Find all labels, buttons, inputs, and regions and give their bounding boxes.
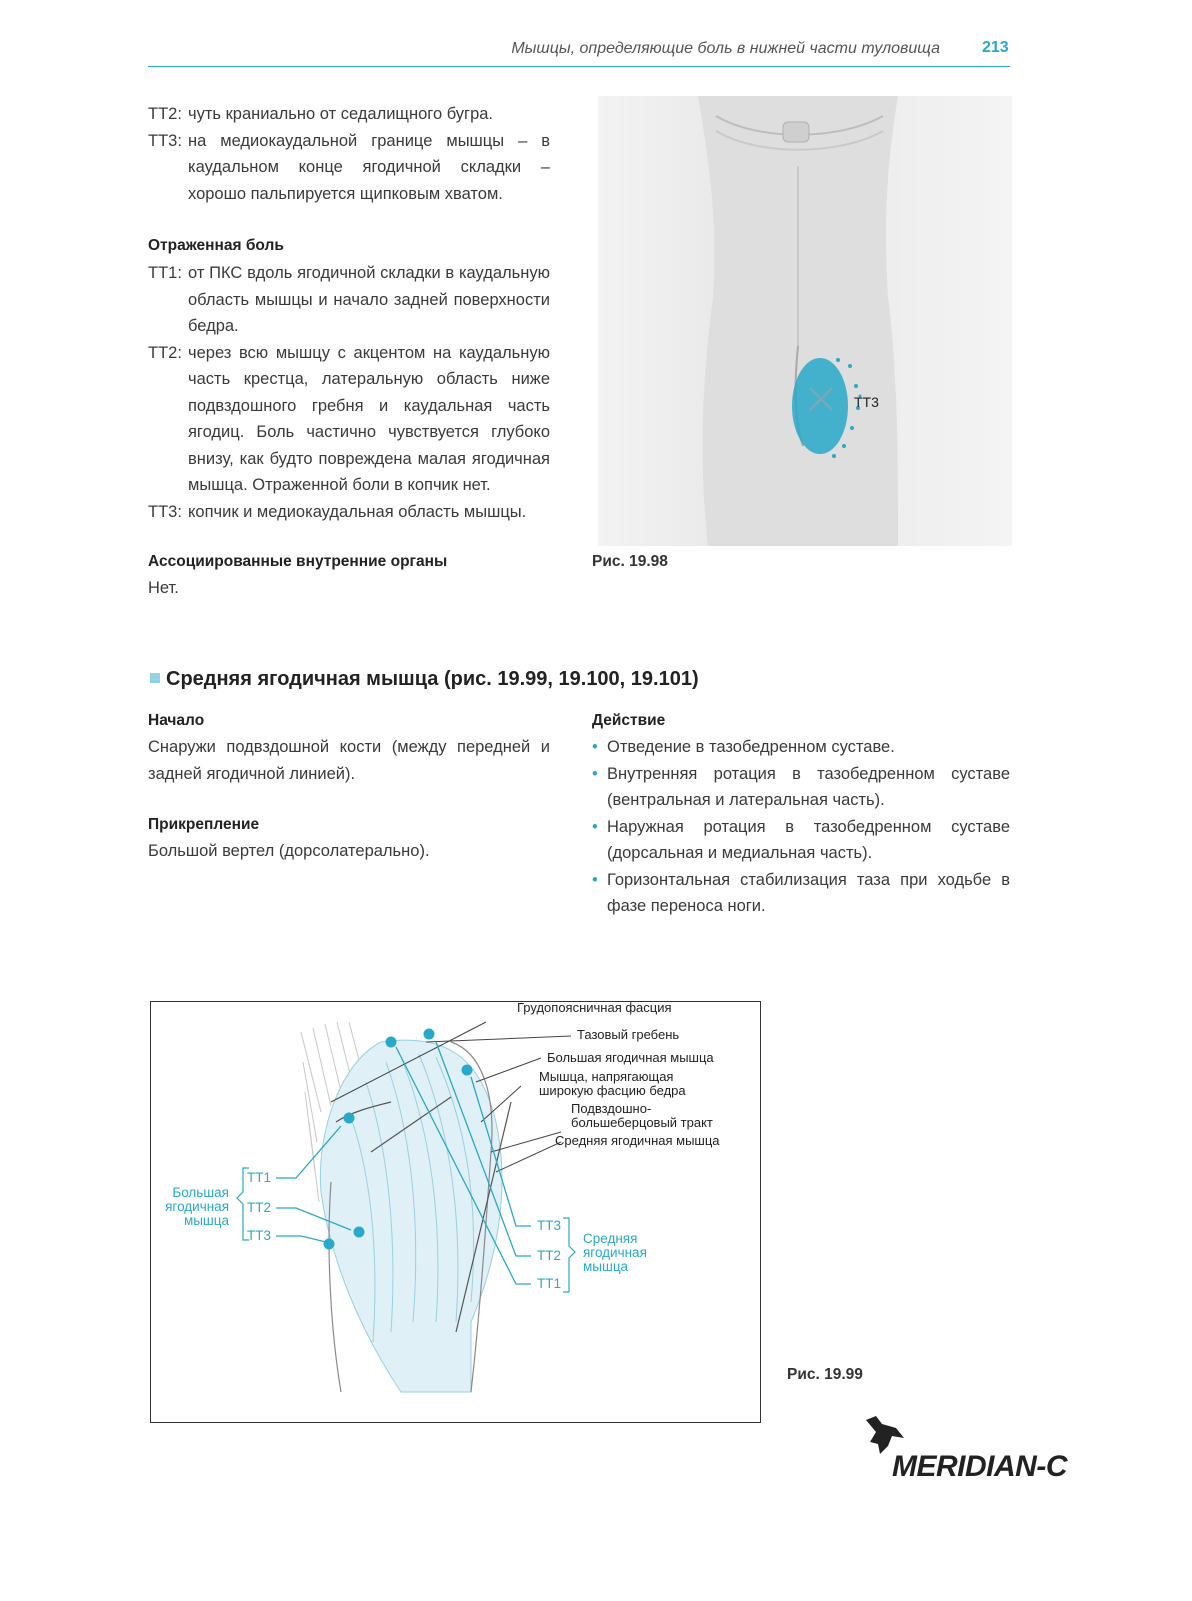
tp-label: ТТ3: [148, 502, 182, 521]
list-item: • Горизонтальная стабилизация таза при ходьбе в фазе переноса ноги. [592, 867, 1010, 920]
action-list [592, 734, 1010, 920]
back-silhouette-illustration [598, 96, 1012, 546]
trigger-point-locations [148, 101, 550, 207]
tp-label: ТТ3: [148, 131, 182, 150]
gluteal-muscle-illustration [151, 1002, 760, 1422]
tp-text: через всю мышцу с акцентом на каудальную часть крестца, латеральную область ниже подвздошного гребня и каудальная часть ягодиц. Боль частично чувствуется глубоко внизу, как будто повреждена малая ягодичная мышца. Отраженной боли в копчик нет. [188, 343, 550, 494]
origin-heading: Начало [148, 712, 205, 729]
tp-label: ТТ2: [148, 343, 182, 362]
label-line: ягодичная [165, 1199, 229, 1214]
label-pelvic-crest: Тазовый гребень [577, 1027, 680, 1042]
tp-text: копчик и медиокаудальная область мышцы. [188, 502, 527, 521]
referred-pain-heading: Отраженная боль [148, 237, 284, 254]
list-item: • Наружная ротация в тазобедренном суставе (дорсальная и медиальная часть). [592, 814, 1010, 867]
tp-text: чуть краниально от седалищного бугра. [188, 105, 494, 123]
organs-text: Нет. [148, 579, 179, 597]
label-line: мышца [583, 1259, 629, 1274]
label-line: мышца [183, 1213, 229, 1228]
list-item [148, 499, 550, 526]
label-tensor-fasciae-latae [539, 1070, 686, 1098]
label-fascia: Грудопоясничная фасция [517, 1000, 672, 1015]
label-line: Средняя [583, 1231, 638, 1246]
label-line: широкую фасцию бедра [539, 1083, 686, 1098]
left-tp2: ТТ2 [247, 1200, 272, 1215]
figure-caption-19-98: Рис. 19.98 [592, 553, 668, 570]
label-gluteus-medius: Средняя ягодичная мышца [555, 1133, 720, 1148]
list-item [148, 128, 550, 208]
anatomy-figure-box [150, 1001, 761, 1423]
right-tp3: ТТ3 [537, 1218, 562, 1233]
running-header-title: Мышцы, определяющие боль в нижней части туловища [511, 40, 940, 57]
list-item [148, 260, 550, 340]
action-heading: Действие [592, 712, 666, 729]
back-photo-figure [598, 96, 1012, 546]
tp-label: ТТ1: [148, 264, 182, 282]
list-item [148, 101, 550, 128]
insertion-text: Большой вертел (дорсолатерально). [148, 842, 430, 860]
label-line: Подвздошно- [571, 1101, 652, 1116]
right-tp2: ТТ2 [537, 1248, 562, 1263]
right-group-name [583, 1232, 647, 1274]
list-item [148, 340, 550, 499]
label-gluteus-maximus: Большая ягодичная мышца [547, 1050, 714, 1065]
right-tp1: ТТ1 [537, 1276, 562, 1291]
label-line: ягодичная [583, 1245, 647, 1260]
page-number: 213 [982, 39, 1009, 56]
label-line: большеберцовый тракт [571, 1115, 713, 1130]
left-tp3: ТТ3 [247, 1228, 272, 1243]
section-title-text: Средняя ягодичная мышца (рис. 19.99, 19.100, 19.101) [166, 668, 699, 690]
tp-label: ТТ2: [148, 105, 182, 123]
section-title [150, 668, 699, 691]
list-item: • Отведение в тазобедренном суставе. [592, 734, 1010, 761]
label-iliotibial-tract [571, 1102, 713, 1130]
tp3-marker-label: ТТ3 [854, 394, 879, 410]
tp-text: от ПКС вдоль ягодичной складки в каудальную область мышцы и начало задней поверхности бедра. [188, 264, 550, 335]
origin-text: Снаружи подвздошной кости (между передней и задней ягодичной линией). [148, 738, 550, 783]
label-line: Большая [172, 1185, 229, 1200]
referred-pain-list [148, 260, 550, 525]
section-marker-icon [150, 673, 160, 683]
header-rule [148, 66, 1010, 67]
label-line: Мышца, напрягающая [539, 1069, 674, 1084]
figure-caption-19-99: Рис. 19.99 [787, 1366, 863, 1383]
list-item: • Внутренняя ротация в тазобедренном суставе (вентральная и латеральная часть). [592, 761, 1010, 814]
organs-heading: Ассоциированные внутренние органы [148, 553, 448, 570]
left-tp1: ТТ1 [247, 1170, 272, 1185]
insertion-heading: Прикрепление [148, 816, 260, 833]
left-group-name [161, 1186, 229, 1228]
tp-text: на медиокаудальной границе мышцы – в каудальном конце ягодичной складки – хорошо пальпируется щипковым хватом. [188, 131, 550, 203]
publisher-logo: MERIDIAN-C [892, 1450, 1067, 1483]
